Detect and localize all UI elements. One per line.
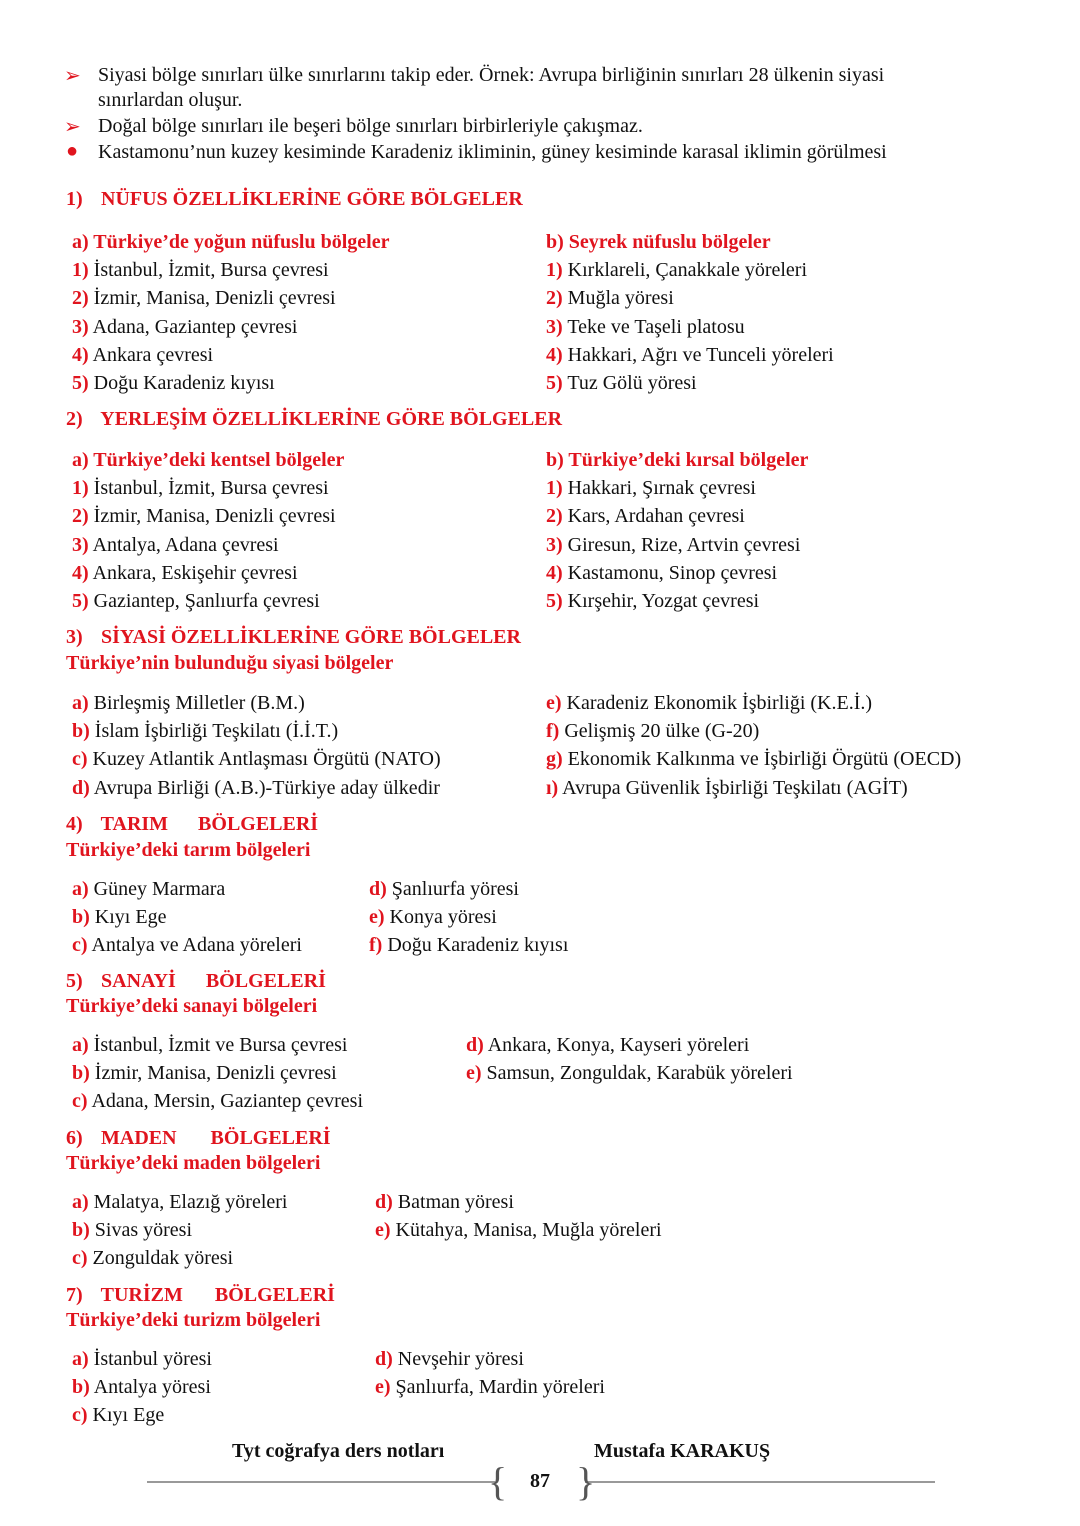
list-item: 1) Hakkari, Şırnak çevresi xyxy=(546,477,756,500)
s7-right-list xyxy=(375,1345,605,1401)
list-item: c) Kıyı Ege xyxy=(72,1404,165,1427)
section-3-heading xyxy=(66,626,521,649)
section-6-heading xyxy=(66,1127,331,1150)
s3-left-list xyxy=(72,689,441,802)
section-title: YERLEŞİM ÖZELLİKLERİNE GÖRE BÖLGELER xyxy=(100,408,563,430)
section-title: TURİZM xyxy=(100,1284,183,1306)
bullet-1-line-1: Siyasi bölge sınırları ülke sınırlarını takip eder. Örnek: Avrupa birliğinin sınırları 28 ülkenin siyasi xyxy=(98,64,885,86)
left-brace-icon: { xyxy=(488,1459,508,1504)
bullet-text-2: Doğal bölge sınırları ile beşeri bölge sınırları birbirleriyle çakışmaz. xyxy=(98,115,643,137)
section-7-heading xyxy=(66,1284,335,1307)
list-item: e) Konya yöresi xyxy=(369,906,497,929)
section-subtitle: Türkiye’deki maden bölgeleri xyxy=(66,1152,321,1174)
footer-rule-left xyxy=(147,1481,495,1483)
list-item: d) Batman yöresi xyxy=(375,1191,514,1213)
list-item: e) Samsun, Zonguldak, Karabük yöreleri xyxy=(466,1062,793,1085)
footer-course-title: Tyt coğrafya ders notları xyxy=(232,1440,445,1462)
list-item: 1) Kırklareli, Çanakkale yöreleri xyxy=(546,259,808,282)
section-number: 1) xyxy=(66,188,83,210)
list-item: 2) İzmir, Manisa, Denizli çevresi xyxy=(72,505,336,528)
bullet-text-1 xyxy=(98,63,884,113)
list-item: 1) İstanbul, İzmit, Bursa çevresi xyxy=(72,477,329,500)
s4-left-list xyxy=(72,875,302,960)
section-title-suffix: BÖLGELERİ xyxy=(210,1127,331,1149)
section-title: MADEN xyxy=(101,1127,177,1149)
section-subtitle: Türkiye’deki tarım bölgeleri xyxy=(66,839,311,861)
section-title: TARIM xyxy=(100,813,169,835)
right-brace-icon: } xyxy=(576,1459,596,1504)
s1-left-list xyxy=(72,228,389,397)
arrow-bullet-icon: ➢ xyxy=(64,116,81,138)
list-item: d) Avrupa Birliği (A.B.)-Türkiye aday ülkedir xyxy=(72,776,440,799)
s5-left-list xyxy=(72,1031,363,1116)
s2-left-list xyxy=(72,446,344,615)
list-item: 2) İzmir, Manisa, Denizli çevresi xyxy=(72,287,336,310)
list-item: 4) Ankara, Eskişehir çevresi xyxy=(72,561,298,584)
list-item: b) Sivas yöresi xyxy=(72,1219,193,1242)
section-number: 2) xyxy=(66,408,83,430)
list-item: d) Nevşehir yöresi xyxy=(375,1348,524,1370)
s6-right-list xyxy=(375,1188,662,1244)
list-item: c) Kuzey Atlantik Antlaşması Örgütü (NATO) xyxy=(72,748,441,771)
section-number: 3) xyxy=(66,626,83,648)
list-item: 2) Muğla yöresi xyxy=(546,287,674,310)
list-item: e) Kütahya, Manisa, Muğla yöreleri xyxy=(375,1219,662,1242)
list-item: 2) Kars, Ardahan çevresi xyxy=(546,505,745,528)
s3-right-list xyxy=(546,689,961,802)
section-subtitle: Türkiye’nin bulunduğu siyasi bölgeler xyxy=(66,652,394,674)
list-item: c) Adana, Mersin, Gaziantep çevresi xyxy=(72,1090,364,1113)
s1-right-list xyxy=(546,228,834,397)
list-item: f) Gelişmiş 20 ülke (G-20) xyxy=(546,720,760,743)
section-title: SANAYİ xyxy=(101,970,176,992)
section-title-suffix: BÖLGELERİ xyxy=(214,1284,335,1306)
list-item: 5) Gaziantep, Şanlıurfa çevresi xyxy=(72,589,320,612)
list-item: a) İstanbul, İzmit ve Bursa çevresi xyxy=(72,1034,348,1056)
list-item: b) Kıyı Ege xyxy=(72,906,167,929)
list-item: 1) İstanbul, İzmit, Bursa çevresi xyxy=(72,259,329,282)
section-title: NÜFUS ÖZELLİKLERİNE GÖRE BÖLGELER xyxy=(101,188,523,210)
section-number: 5) xyxy=(66,970,83,992)
list-label: a) Türkiye’de yoğun nüfuslu bölgeler xyxy=(72,231,390,253)
footer-rule-right xyxy=(585,1481,935,1483)
list-item: g) Ekonomik Kalkınma ve İşbirliği Örgütü (OECD) xyxy=(546,748,962,771)
section-subtitle: Türkiye’deki sanayi bölgeleri xyxy=(66,995,318,1017)
list-item: a) Malatya, Elazığ yöreleri xyxy=(72,1191,288,1213)
list-item: 5) Tuz Gölü yöresi xyxy=(546,371,697,394)
list-item: 4) Hakkari, Ağrı ve Tunceli yöreleri xyxy=(546,343,834,366)
list-item: 3) Antalya, Adana çevresi xyxy=(72,533,279,556)
list-item: a) İstanbul yöresi xyxy=(72,1348,212,1370)
s6-left-list xyxy=(72,1188,287,1273)
list-item: b) İzmir, Manisa, Denizli çevresi xyxy=(72,1062,337,1085)
section-number: 6) xyxy=(66,1127,83,1149)
list-item: d) Şanlıurfa yöresi xyxy=(369,878,519,900)
list-item: 4) Ankara çevresi xyxy=(72,343,214,366)
list-item: 3) Adana, Gaziantep çevresi xyxy=(72,315,298,338)
section-title-suffix: BÖLGELERİ xyxy=(205,970,326,992)
list-item: f) Doğu Karadeniz kıyısı xyxy=(369,934,569,957)
list-item: 4) Kastamonu, Sinop çevresi xyxy=(546,561,778,584)
list-item: b) İslam İşbirliği Teşkilatı (İ.İ.T.) xyxy=(72,720,339,743)
section-number: 4) xyxy=(66,813,83,835)
list-item: 3) Giresun, Rize, Artvin çevresi xyxy=(546,533,801,556)
section-1-heading xyxy=(66,188,523,211)
list-item: a) Birleşmiş Milletler (B.M.) xyxy=(72,692,305,714)
bullet-1-line-2: sınırlardan oluşur. xyxy=(98,89,243,111)
s4-right-list xyxy=(369,875,568,960)
list-item: c) Zonguldak yöresi xyxy=(72,1247,234,1270)
list-item: d) Ankara, Konya, Kayseri yöreleri xyxy=(466,1034,750,1056)
section-4-heading xyxy=(66,813,318,836)
arrow-bullet-icon: ➢ xyxy=(64,65,81,87)
section-5-heading xyxy=(66,970,326,993)
list-item: 5) Kırşehir, Yozgat çevresi xyxy=(546,589,760,612)
list-item: c) Antalya ve Adana yöreleri xyxy=(72,934,302,957)
footer-author: Mustafa KARAKUŞ xyxy=(594,1440,771,1462)
bullet-text-3: Kastamonu’nun kuzey kesiminde Karadeniz ikliminin, güney kesiminde karasal iklimin görülmesi xyxy=(98,141,887,163)
list-item: e) Şanlıurfa, Mardin yöreleri xyxy=(375,1376,605,1399)
s5-right-list xyxy=(466,1031,793,1087)
list-label: b) Türkiye’deki kırsal bölgeler xyxy=(546,449,809,471)
list-item: 3) Teke ve Taşeli platosu xyxy=(546,315,745,338)
list-item: 5) Doğu Karadeniz kıyısı xyxy=(72,371,275,394)
list-item: a) Güney Marmara xyxy=(72,878,226,900)
list-label: b) Seyrek nüfuslu bölgeler xyxy=(546,231,771,253)
page-number: 87 xyxy=(530,1470,550,1492)
list-item: ı) Avrupa Güvenlik İşbirliği Teşkilatı (AGİT) xyxy=(546,776,908,799)
list-label: a) Türkiye’deki kentsel bölgeler xyxy=(72,449,345,471)
list-item: b) Antalya yöresi xyxy=(72,1376,211,1399)
section-2-heading xyxy=(66,408,562,431)
dot-bullet-icon: ● xyxy=(66,140,79,162)
section-title-suffix: BÖLGELERİ xyxy=(198,813,319,835)
s2-right-list xyxy=(546,446,808,615)
section-subtitle: Türkiye’deki turizm bölgeleri xyxy=(66,1309,321,1331)
s7-left-list xyxy=(72,1345,212,1430)
list-item: e) Karadeniz Ekonomik İşbirliği (K.E.İ.) xyxy=(546,692,873,714)
section-title: SİYASİ ÖZELLİKLERİNE GÖRE BÖLGELER xyxy=(101,626,521,648)
section-number: 7) xyxy=(66,1284,83,1306)
